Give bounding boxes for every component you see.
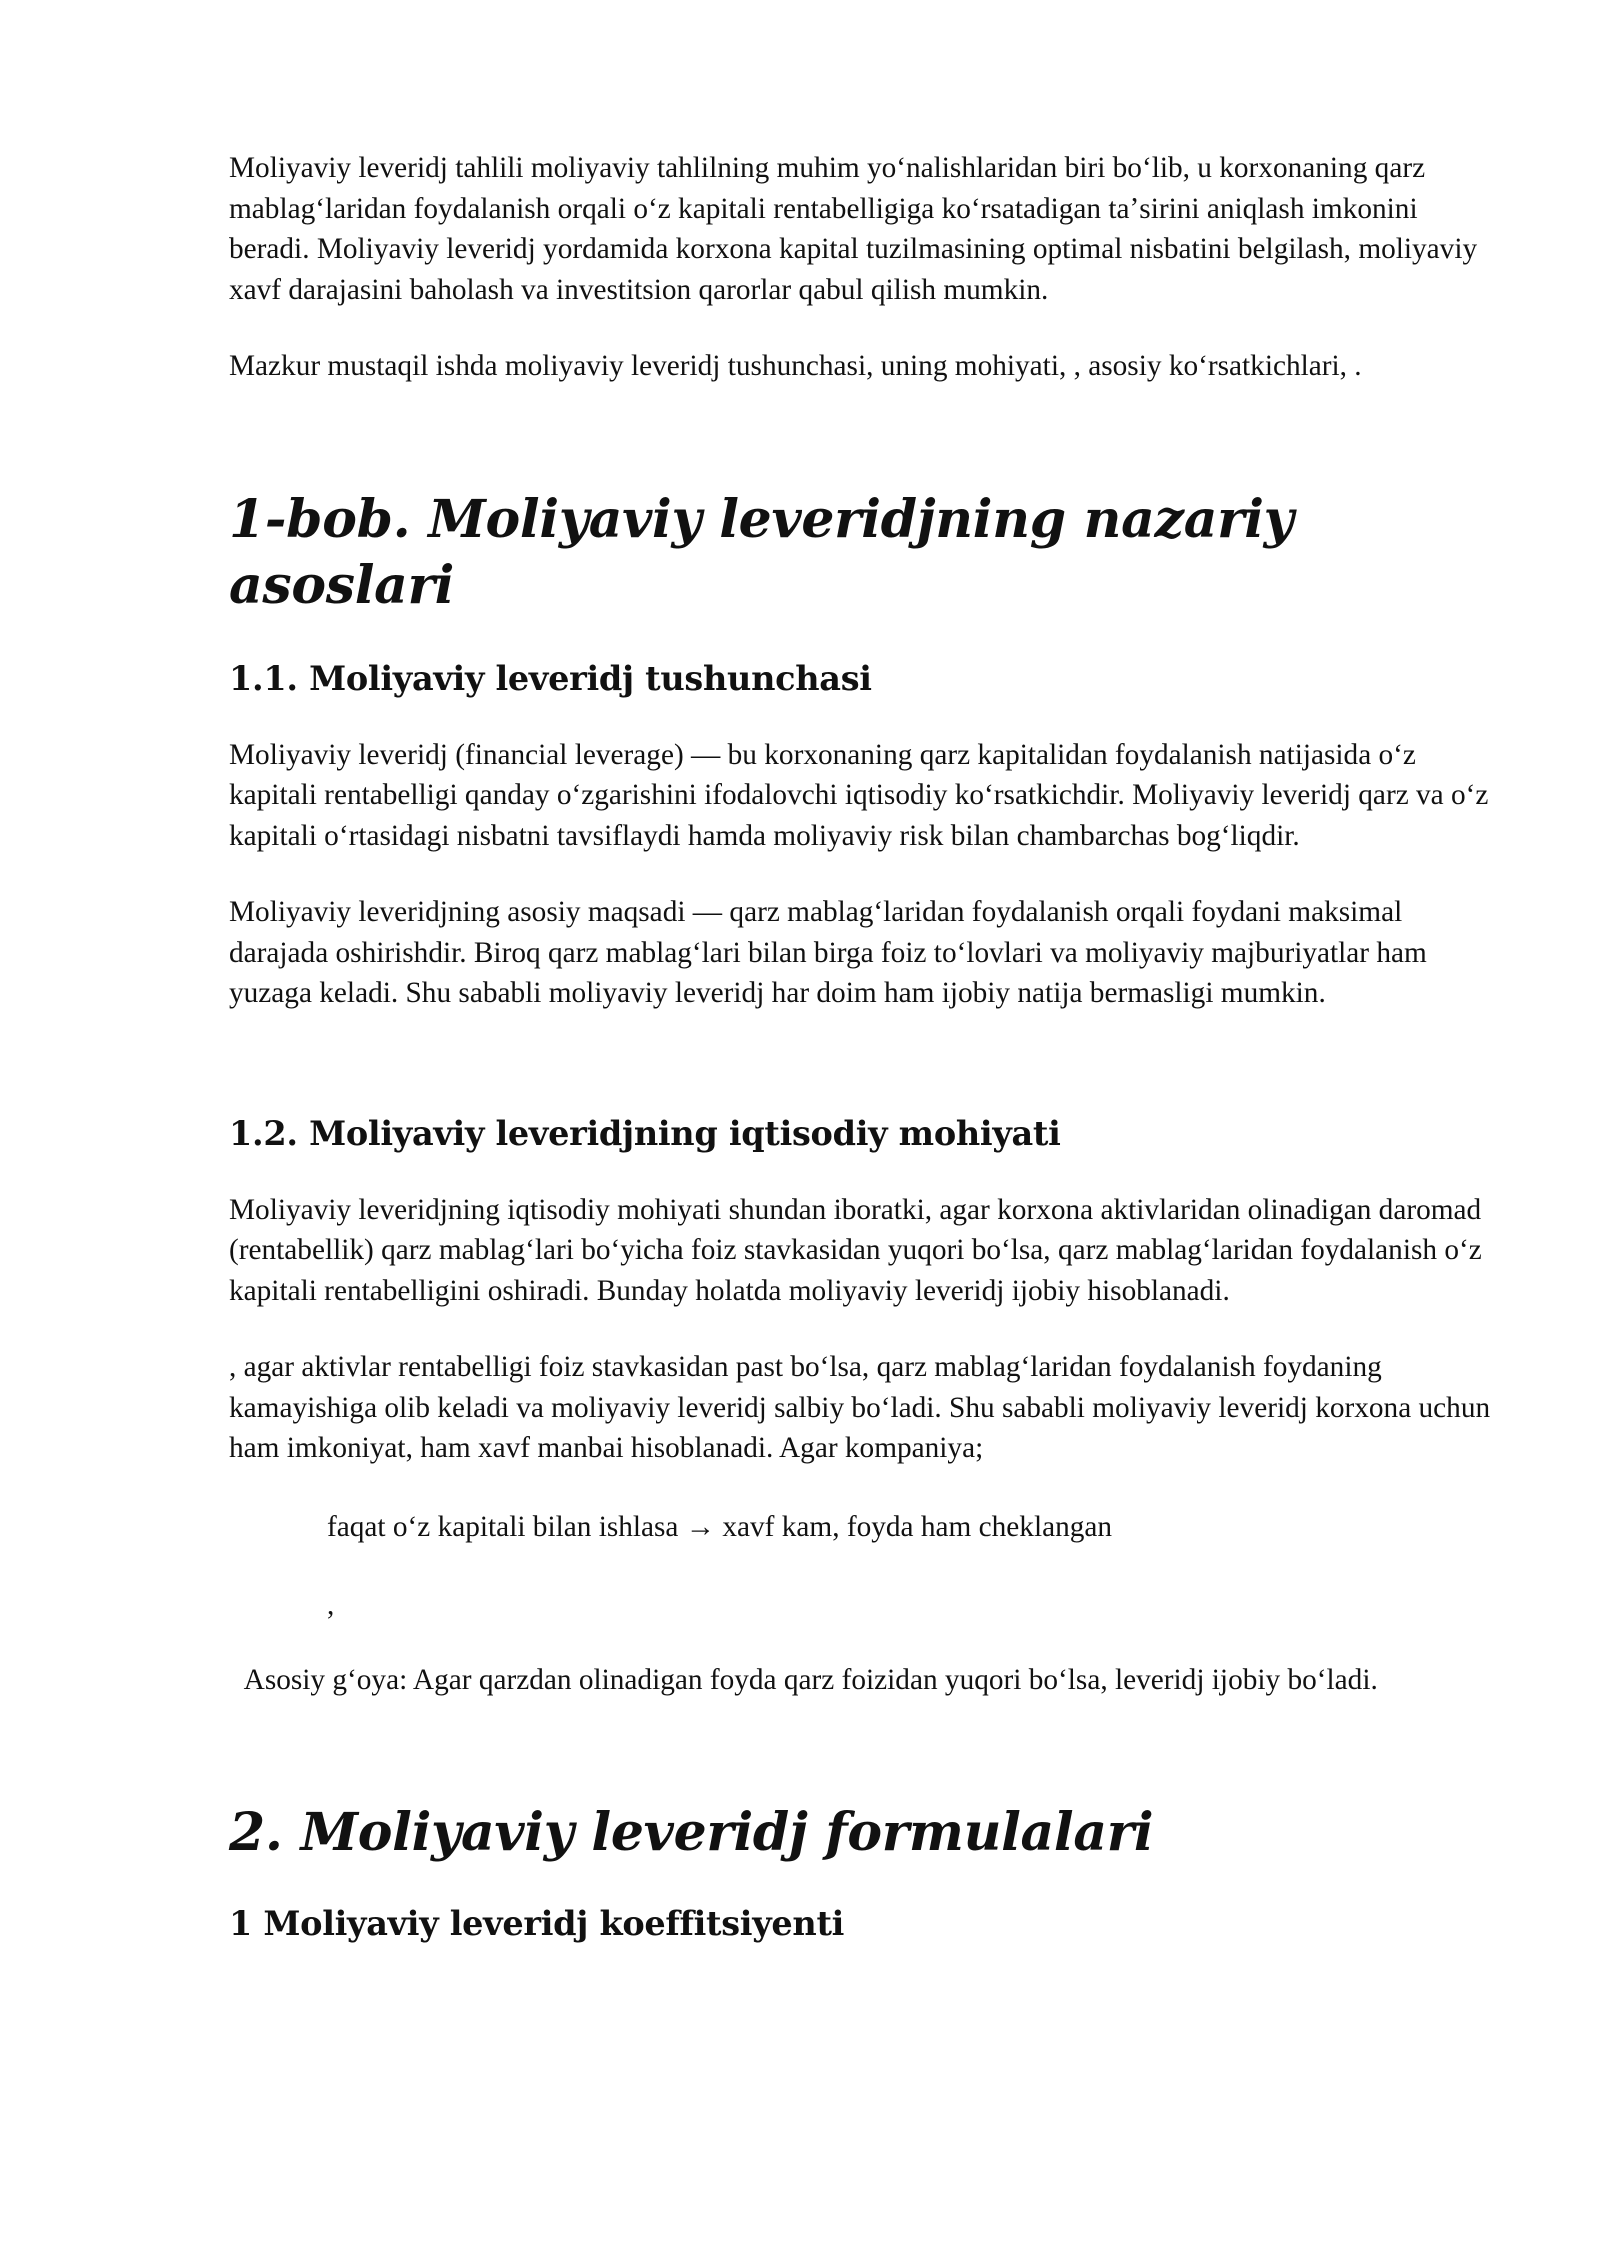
section-2-1-heading: 1 Moliyaviy leveridj koeffitsiyenti <box>229 1904 845 1943</box>
document-page <box>229 148 1494 1946</box>
section-1-1-heading: 1.1. Moliyaviy leveridj tushunchasi <box>229 658 872 698</box>
list-item: faqat oʻz kapitali bilan ishlasa → xavf kam, foyda ham cheklangan <box>327 1510 1113 1543</box>
intro-paragraph-2: Mazkur mustaqil ishda moliyaviy leveridj tushunchasi, uning mohiyati, , asosiy koʻrsatkichlari, . <box>229 350 1362 382</box>
section-1-1-paragraph-1: Moliyaviy leveridj (financial leverage) — bu korxonaning qarz kapitalidan foydalanish natijasida oʻz kapitali rentabelligi qanday oʻzgarishini ifodalovchi iqtisodiy koʻrsatkichdir. Moliyaviy leveridj qarz va oʻz kapitali oʻrtasidagi nisbatni tavsiflaydi hamda moliyaviy risk bilan chambarchas bogʻliqdir. <box>229 738 1489 852</box>
key-idea-paragraph: Asosiy gʻoya: Agar qarzdan olinadigan foyda qarz foizidan yuqori boʻlsa, leveridj ijobiy boʻladi. <box>229 1663 1378 1696</box>
section-1-2-heading: 1.2. Moliyaviy leveridjning iqtisodiy mohiyati <box>229 1113 1061 1153</box>
intro-paragraph-1: Moliyaviy leveridj tahlili moliyaviy tahlilning muhim yoʻnalishlaridan biri boʻlib, u korxonaning qarz mablagʻlaridan foydalanish orqali oʻz kapitali rentabelligiga koʻrsatadigan taʼsirini aniqlash imkonini beradi. Moliyaviy leveridj yordamida korxona kapital tuzilmasining optimal nisbatini belgilash, moliyaviy xavf darajasini baholash va investitsion qarorlar qabul qilish mumkin. <box>229 152 1478 306</box>
chapter-1-heading: 1-bob. Moliyaviy leveridjning nazariy asoslari <box>229 488 1294 616</box>
chapter-2-heading: 2. Moliyaviy leveridj formulalari <box>229 1802 1154 1863</box>
section-1-1-paragraph-2: Moliyaviy leveridjning asosiy maqsadi — qarz mablagʻlaridan foydalanish orqali foydani maksimal darajada oshirishdir. Biroq qarz mablagʻlari bilan birga foiz toʻlovlari va moliyaviy majburiyatlar ham yuzaga keladi. Shu sababli moliyaviy leveridj har doim ham ijobiy natija bermasligi mumkin. <box>229 896 1427 1009</box>
list-item: , <box>327 1589 335 1621</box>
section-1-2-paragraph-1: Moliyaviy leveridjning iqtisodiy mohiyati shundan iboratki, agar korxona aktivlaridan olinadigan daromad (rentabellik) qarz mablagʻlari boʻyicha foiz stavkasidan yuqori boʻlsa, qarz mablagʻlaridan foydalanish oʻz kapitali rentabelligini oshiradi. Bunday holatda moliyaviy leveridj ijobiy hisoblanadi. <box>229 1193 1482 1307</box>
section-1-2-paragraph-2: , agar aktivlar rentabelligi foiz stavkasidan past boʻlsa, qarz mablagʻlaridan foydalanish foydaning kamayishiga olib keladi va moliyaviy leveridj salbiy boʻladi. Shu sababli moliyaviy leveridj korxona uchun ham imkoniyat, ham xavf manbai hisoblanadi. Agar kompaniya; <box>229 1351 1491 1464</box>
